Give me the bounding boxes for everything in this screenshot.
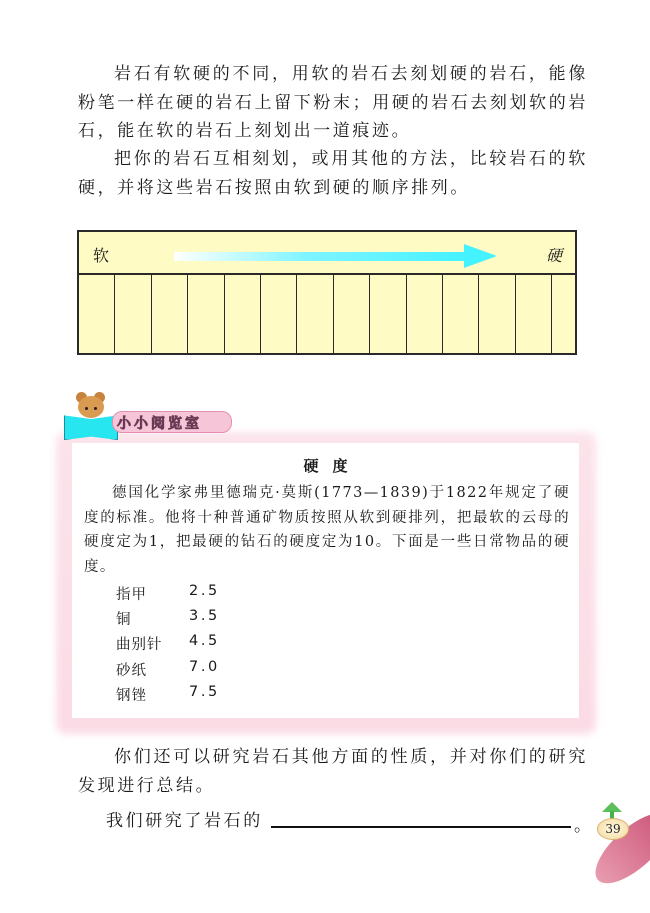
arrow-right-icon [174,252,466,261]
item-value: 4.5 [189,633,220,650]
item-name: 砂纸 [116,662,147,679]
grid-cell[interactable] [188,273,224,353]
item-value: 3.5 [189,608,220,625]
item-name: 铜 [116,612,132,629]
arrow-head-icon [464,244,497,268]
fill-in-suffix: 。 [574,816,591,836]
grid-header [79,232,575,275]
list-item [116,583,220,608]
grid-cell[interactable] [552,273,575,353]
item-name: 钢锉 [116,687,147,704]
grid-cell[interactable] [516,273,552,353]
list-item [116,608,220,633]
box-title: 硬度 [303,457,362,475]
grid-cell[interactable] [334,273,370,353]
reading-corner-header [62,392,252,440]
list-item [116,684,220,709]
reading-box [72,443,579,718]
grid-cell[interactable] [370,273,406,353]
box-body: 德国化学家弗里德瑞克·莫斯(1773—1839)于1822年规定了硬度的标准。他将十种普通矿物质按照从软到硬排列，把最软的云母的硬度定为1，把最硬的钻石的硬度定为10。下面是一些日常物品的硬度。 [84,485,570,575]
intro-paragraph: 岩石有软硬的不同，用软的岩石去刻划硬的岩石，能像粉笔一样在硬的岩石上留下粉末；用硬的岩石去刻划软的岩石，能在软的岩石上刻划出一道痕迹。 [78,64,588,141]
soft-label: 软 [93,246,110,265]
grid-cell[interactable] [115,273,151,353]
hardness-list [116,583,220,709]
fill-in-blank[interactable] [271,826,571,828]
decorative-swoosh [585,802,650,895]
bear-reading-icon [78,396,104,418]
hardness-order-grid [77,230,577,355]
grid-cell[interactable] [261,273,297,353]
fill-in-prompt: 我们研究了岩石的 [106,811,263,831]
grid-cell[interactable] [79,273,115,353]
item-value: 2.5 [189,583,220,599]
grid-cells [79,273,575,353]
item-value: 7.5 [189,683,220,700]
instruction-paragraph: 把你的岩石互相刻划，或用其他的方法，比较岩石的软硬，并将这些岩石按照由软到硬的顺序排列。 [78,149,588,198]
section-label-pill [112,411,232,433]
list-item [116,633,220,658]
item-name: 指甲 [116,587,147,603]
grid-cell[interactable] [297,273,333,353]
bear-eye [85,407,88,410]
grid-cell[interactable] [152,273,188,353]
grid-cell[interactable] [407,273,443,353]
item-value: 7.0 [189,658,220,675]
page-number: 39 [597,818,629,840]
grid-cell[interactable] [479,273,515,353]
section-label: 小小阅览室 [117,416,202,432]
grid-cell[interactable] [443,273,479,353]
hard-label: 硬 [545,246,562,265]
grid-cell[interactable] [225,273,261,353]
summary-paragraph: 你们还可以研究岩石其他方面的性质，并对你们的研究发现进行总结。 [78,747,588,796]
list-item [116,659,220,684]
item-name: 曲别针 [116,637,163,654]
bear-eye [94,407,97,410]
